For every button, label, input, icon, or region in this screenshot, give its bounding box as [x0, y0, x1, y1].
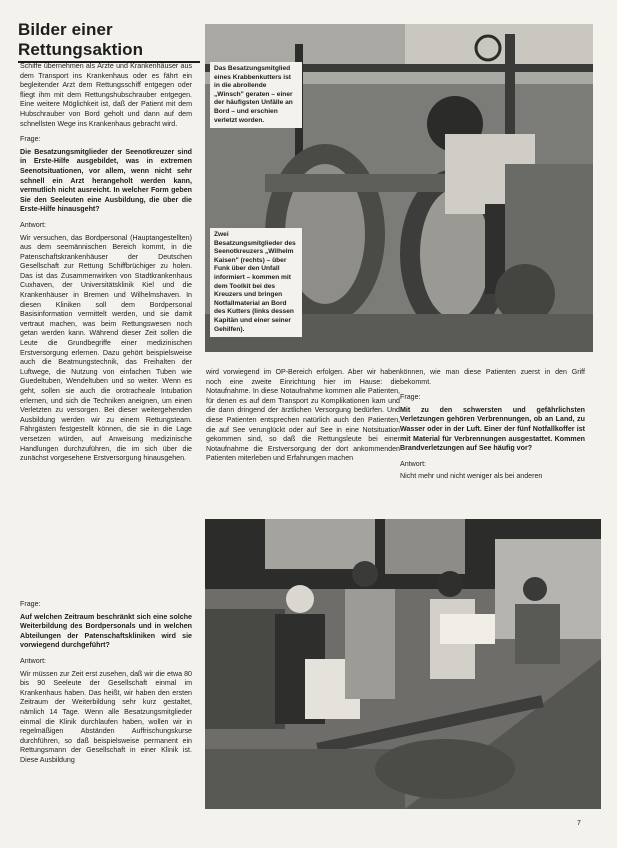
- right-column: [400, 368, 585, 485]
- answer-3-text: Nicht mehr und nicht weniger als bei anderen: [400, 472, 543, 481]
- left-column-top: [20, 62, 192, 467]
- question-2-text: Auf welchen Zeitraum beschränkt sich eine solche Weiterbildung des Bordpersonals und in welchen Abteilungen der Patenschaftskliniken wird sie vorwiegend durchgeführt?: [20, 612, 192, 650]
- answer-1-label: Antwort:: [20, 220, 47, 229]
- question-2-label: Frage:: [20, 600, 41, 608]
- page-number: 7: [577, 820, 581, 827]
- page-title: Bilder einer Rettungsaktion: [18, 20, 200, 63]
- question-1-text: Die Besatzungsmitglieder der Seenotkreuzer sind in Erste-Hilfe ausgebildet, was in extremen Seenotsituationen, vor allem, wenn nicht sehr schnell ein Arzt herangeholt werden kann, vermutlich nicht ausreicht. In welcher Form geben Sie den Seeleuten eine Ausbildung, die über die Erste-Hilfe hinausgeht?: [20, 147, 192, 214]
- question-3-label: Frage:: [400, 393, 421, 402]
- photo-caption-crew: Zwei Besatzungsmitglieder des Seenotkreuzers „Wilhelm Kaisen" (rechts) – über Funk über den Unfall informiert – kommen mit dem Toolkit bei des Kreuzers und bringen Notfallmaterial an Bord des Kutters (links dessen Kapitän und einer seiner Gehilfen).: [210, 228, 302, 337]
- answer-3-label: Antwort:: [400, 459, 427, 468]
- question-3-text: Mit zu den schwersten und gefährlichsten Verletzungen gehören Verbrennungen, ob an Land, zu Wasser oder in der Luft. Einer der fünf Notfallkoffer ist mit Material für Verbrennungen ausgestattet. Kommen Brandverletzungen auf See häufig vor?: [400, 405, 585, 453]
- answer-1-text: Wir versuchen, das Bordpersonal (Hauptangestellten) aus dem seemännischen Bereich kommt, in die Patenschaftskrankenhäuser der Deutschen Gesellschaft zur Rettung Schiffbrüchiger zu holen. Das ist das Zusammenwirken von Stadtkrankenhaus Cuxhaven, der Universitätsklinik Kiel und die Krankenhäuser in Bremen und Wilhelmshaven. In diesen Kliniken soll dem Bordpersonal Basisinformation vermittelt werden, und sie damit vertraut machen, was beim Rettungswesen noch getan werden kann. Während dieser Zeit sollen die Leute die Grundbegriffe einer medizinischen Erstversorgung erlernen. Dazu gehört beispielsweise auch die Beatmungstechnik, das Freihalten der Luftwege, die Nutzung von einfachen Tuben wie Guedeltuben, Wendeltuben und so weiter. Wenn es geht, sollen sie auch die orotracheale Intubation erlernen, und sich die Techniken aneignen, um einen Verletzten zu versorgen. Bei dieser weitergehenden Ausbildung werden wir zu einem Rettungsteam. Fährgästen festgestellt können, die sie in die Lage versetzen würden, auf Anweisung medizinische Handlungen durchzuführen, die im sich über die zunächst vorgesehene Erstversorgung hinausgehen.: [20, 233, 192, 463]
- answer-2-text: Wir müssen zur Zeit erst zusehen, daß wir die etwa 80 bis 90 Seeleute der Gesellschaft einmal im Krankenhaus haben. Das heißt, wir haben den ersten Zeitraum der Weiterbildung sehr kurz gestaltet, nämlich 14 Tage. Wenn alle Besatzungsmitglieder einmal die Klinik durchlaufen haben, wollen wir in regelmäßigen Abständen Auffrischungskurse durchführen, so daß beispielsweise permanent ein Rettungsmann der Gesellschaft in einer Klinik ist. Diese Ausbildung: [20, 669, 192, 764]
- crew-photo-image: [205, 519, 601, 809]
- middle-column: [206, 368, 400, 467]
- crew-photo: [205, 519, 601, 809]
- answer-2-label: Antwort:: [20, 656, 47, 665]
- intro-paragraph: Schiffe übernehmen als Ärzte und Krankenhäuser aus dem Transport ins Krankenhaus oder es fährt ein begleitender Arzt dem Rettungsschiff entgegen oder fliegt ihm mit dem Rettungshubschrauber entgegen. Eine weitere Möglichkeit ist, daß der Patient mit dem Hubschrauber von Bord geholt und dann auf dem schnellsten Wege ins Krankenhaus gebracht wird.: [20, 62, 192, 128]
- photo-caption-winch: Das Besatzungsmitglied eines Krabbenkutters ist in die abrollende „Winsch" geraten – einer der häufigsten Unfälle an Bord – und erschien verletzt worden.: [210, 62, 302, 128]
- question-1-label: Frage:: [20, 135, 41, 144]
- right-column-continuation: können, wie man diese Patienten zuerst in den Griff bekommt.: [400, 368, 585, 386]
- left-column-bottom: [20, 594, 192, 769]
- middle-column-text: wird vorwiegend im OP-Bereich erfolgen. Aber wir haben noch eine zweite Einrichtung hier im Hause: die Notaufnahme. In diese Notaufnahme kommen alle Patienten, für denen es auf dem Transport zu Komplikationen kam und die dann dringend der ärztlichen Versorgung bedürfen. Und diese Patienten entsprechen natürlich auch den Patienten, die auf See verunglückt oder auf See in eine Notsituation gekommen sind, so daß die Rettungsleute bei einer Notaufnahme die Erstversorgung der dort ankommenden Patienten miterleben und Erfahrungen machen: [206, 368, 400, 463]
